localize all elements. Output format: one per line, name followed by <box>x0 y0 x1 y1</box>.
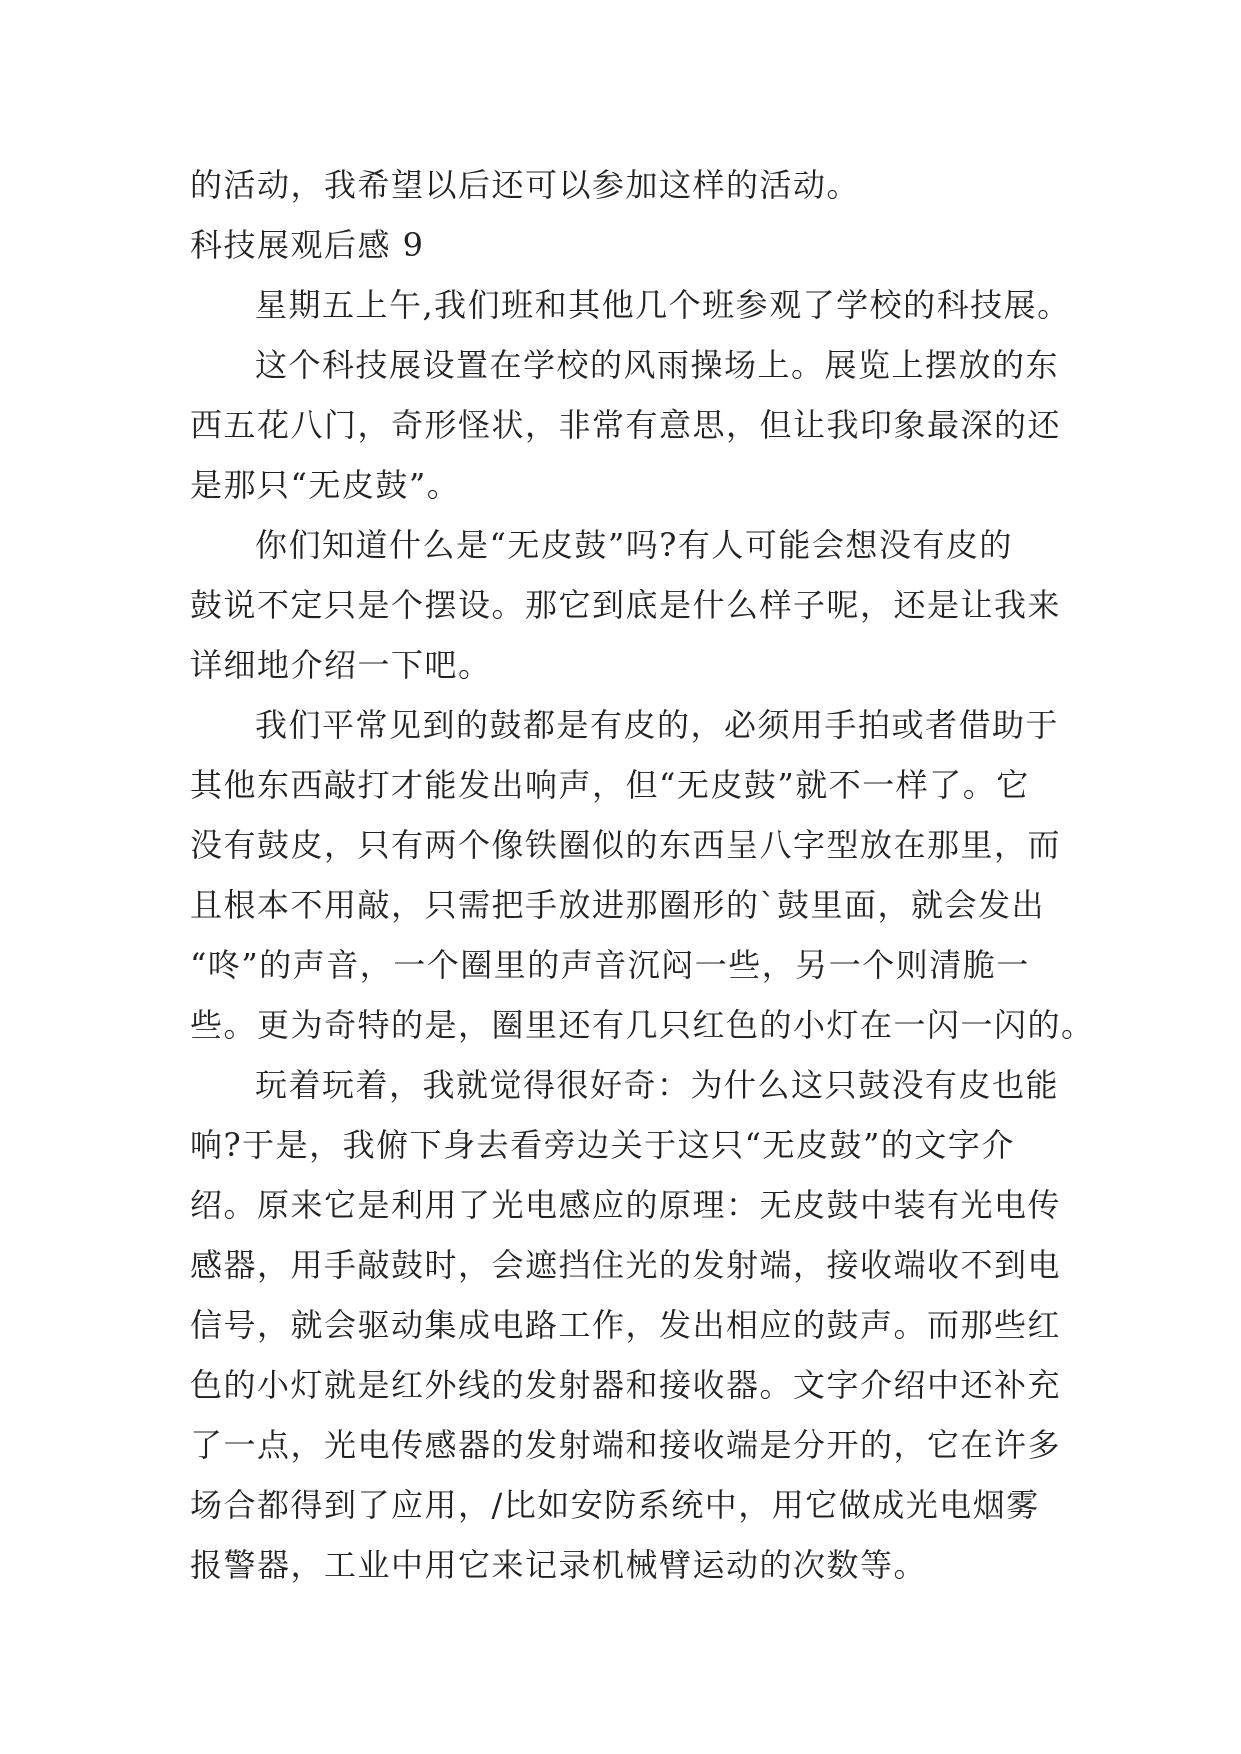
text-line: 且根本不用敲，只需把手放进那圈形的`鼓里面，就会发出 <box>190 886 1046 924</box>
text-line: 是那只“无皮鼓”。 <box>190 466 461 504</box>
text-line: 色的小灯就是红外线的发射器和接收器。文字介绍中还补充 <box>190 1366 1062 1404</box>
text-line: 这个科技展设置在学校的风雨操场上。展览上摆放的东 <box>255 346 1060 384</box>
text-line: 了一点，光电传感器的发射端和接收端是分开的，它在许多 <box>190 1426 1062 1464</box>
text-line: 详细地介绍一下吧。 <box>190 646 492 684</box>
text-line: 些。更为奇特的是，圈里还有几只红色的小灯在一闪一闪的。 <box>190 1006 1095 1044</box>
section-title: 科技展观后感 9 <box>190 226 425 264</box>
text-line: 我们平常见到的鼓都是有皮的，必须用手拍或者借助于 <box>255 706 1060 744</box>
text-line: 玩着玩着，我就觉得很好奇：为什么这只鼓没有皮也能 <box>255 1066 1060 1104</box>
text-line: 响?于是，我俯下身去看旁边关于这只“无皮鼓”的文字介 <box>190 1126 1015 1164</box>
text-line: 鼓说不定只是个摆设。那它到底是什么样子呢，还是让我来 <box>190 586 1062 624</box>
text-line: 场合都得到了应用，/比如安防系统中，用它做成光电烟雾 <box>190 1486 1040 1524</box>
text-line: 绍。原来它是利用了光电感应的原理：无皮鼓中装有光电传 <box>190 1186 1062 1224</box>
text-line: 感器，用手敲鼓时，会遮挡住光的发射端，接收端收不到电 <box>190 1246 1062 1284</box>
text-line: 报警器，工业中用它来记录机械臂运动的次数等。 <box>190 1546 928 1584</box>
text-line: 没有鼓皮，只有两个像铁圈似的东西呈八字型放在那里，而 <box>190 826 1062 864</box>
text-line: “咚”的声音，一个圈里的声音沉闷一些，另一个则清脆一 <box>190 946 1030 984</box>
text-line: 其他东西敲打才能发出响声，但“无皮鼓”就不一样了。它 <box>190 766 1030 804</box>
text-line: 你们知道什么是“无皮鼓”吗?有人可能会想没有皮的 <box>255 526 1013 564</box>
text-line: 西五花八门，奇形怪状，非常有意思，但让我印象最深的还 <box>190 406 1062 444</box>
text-line: 信号，就会驱动集成电路工作，发出相应的鼓声。而那些红 <box>190 1306 1062 1344</box>
text-line: 的活动，我希望以后还可以参加这样的活动。 <box>190 166 861 204</box>
text-line: 星期五上午,我们班和其他几个班参观了学校的科技展。 <box>255 286 1071 324</box>
